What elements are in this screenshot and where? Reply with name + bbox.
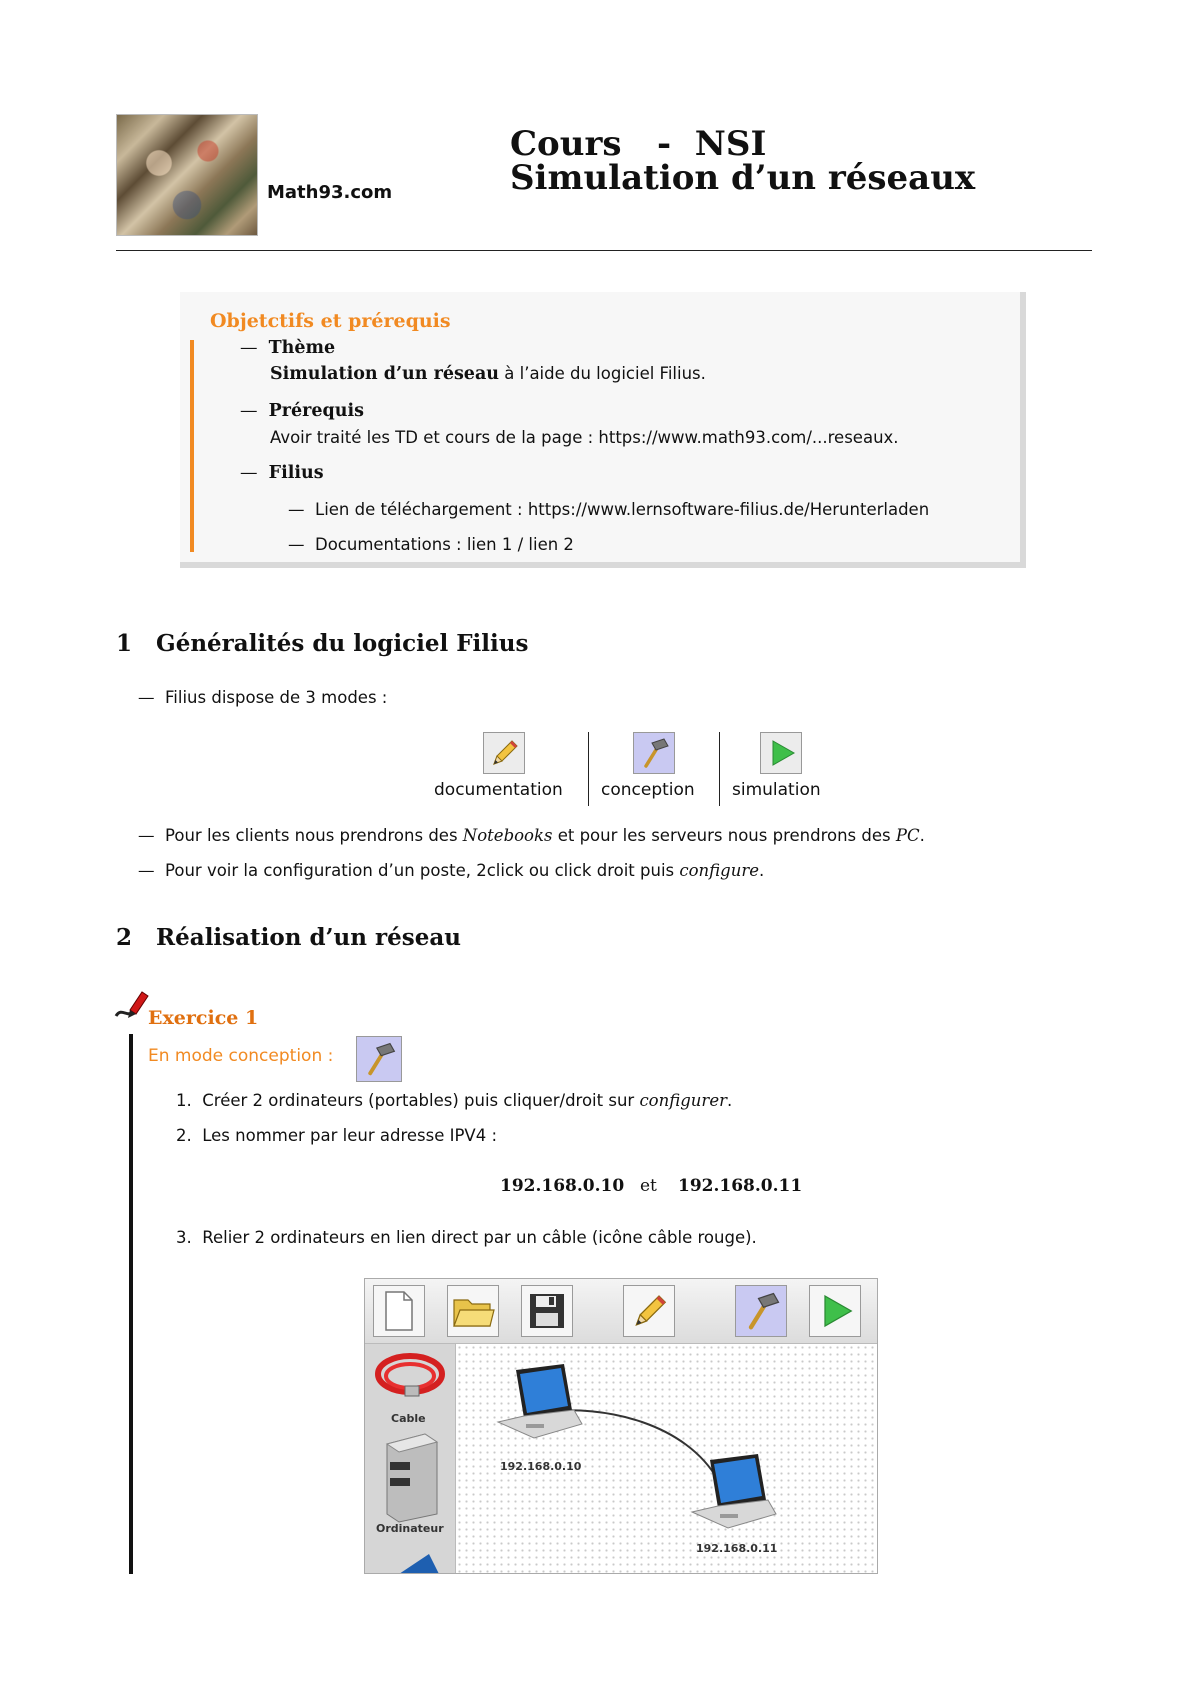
save-icon[interactable] <box>521 1285 573 1337</box>
filius-label: Filius <box>268 463 324 483</box>
section-2-heading: 2 Réalisation d’un réseau <box>116 924 461 951</box>
computer-icon[interactable] <box>375 1430 445 1524</box>
component-palette <box>365 1344 456 1573</box>
laptop-icon[interactable] <box>494 1364 586 1440</box>
ip-address-2: 192.168.0.11 <box>678 1176 803 1196</box>
prereq-label: Prérequis <box>268 401 364 421</box>
pencil-icon[interactable] <box>623 1285 675 1337</box>
cable-icon[interactable] <box>371 1348 449 1408</box>
play-icon <box>760 732 802 774</box>
objectives-accent-bar <box>190 340 194 552</box>
open-folder-icon[interactable] <box>447 1285 499 1337</box>
laptop-icon[interactable] <box>399 1544 439 1574</box>
palette-computer-label: Ordinateur <box>376 1522 444 1535</box>
objectives-title: Objetctifs et prérequis <box>210 310 451 332</box>
ip-separator: et <box>640 1176 657 1196</box>
page-title: Cours - NSI <box>510 124 767 164</box>
page-subtitle: Simulation d’un réseaux <box>510 158 976 198</box>
documentation-links-item[interactable]: — Documentations : lien 1 / lien 2 <box>288 535 574 554</box>
palette-cable-label: Cable <box>391 1412 426 1425</box>
play-icon[interactable] <box>809 1285 861 1337</box>
filius-screenshot <box>364 1278 878 1574</box>
hammer-icon[interactable] <box>735 1285 787 1337</box>
exercise-mode-text: En mode conception : <box>148 1046 334 1066</box>
exercise-bar <box>129 1034 133 1574</box>
header-rule <box>116 250 1092 251</box>
mode-divider <box>588 732 589 806</box>
hammer-icon <box>633 732 675 774</box>
node-label-1: 192.168.0.10 <box>500 1460 582 1473</box>
configuration-note: — Pour voir la configuration d’un poste, 2click ou click droit puis configure. <box>138 861 765 880</box>
hammer-icon <box>356 1036 402 1082</box>
theme-item: — Thème <box>240 338 336 358</box>
logo-image <box>116 114 258 236</box>
network-canvas[interactable] <box>456 1344 877 1573</box>
laptop-icon[interactable] <box>688 1454 780 1530</box>
exercise-step-1: 1. Créer 2 ordinateurs (portables) puis cliquer/droit sur configurer. <box>176 1091 733 1110</box>
mode-label-documentation: documentation <box>434 780 563 800</box>
clients-servers-note: — Pour les clients nous prendrons des Notebooks et pour les serveurs nous prendrons des PC. <box>138 826 925 845</box>
pencil-icon <box>483 732 525 774</box>
exercise-title: Exercice 1 <box>148 1007 259 1029</box>
theme-label: Thème <box>268 338 336 358</box>
prereq-text: Avoir traité les TD et cours de la page : https://www.math93.com/...reseaux. <box>270 428 899 447</box>
exercise-pen-icon <box>112 986 152 1022</box>
node-label-2: 192.168.0.11 <box>696 1542 778 1555</box>
mode-divider <box>719 732 720 806</box>
new-file-icon[interactable] <box>373 1285 425 1337</box>
download-link-item[interactable]: — Lien de téléchargement : https://www.lernsoftware-filius.de/Herunterladen <box>288 500 930 519</box>
mode-label-simulation: simulation <box>732 780 821 800</box>
filius-toolbar <box>365 1279 877 1344</box>
filius-item: — Filius <box>240 463 324 483</box>
exercise-step-3: 3. Relier 2 ordinateurs en lien direct par un câble (icône câble rouge). <box>176 1228 757 1247</box>
site-name: Math93.com <box>267 182 393 203</box>
section-1-heading: 1 Généralités du logiciel Filius <box>116 630 529 657</box>
prereq-item: — Prérequis <box>240 401 364 421</box>
theme-text: Simulation d’un réseau à l’aide du logiciel Filius. <box>270 364 706 384</box>
exercise-step-2: 2. Les nommer par leur adresse IPV4 : <box>176 1126 498 1145</box>
modes-intro: — Filius dispose de 3 modes : <box>138 688 388 707</box>
mode-label-conception: conception <box>601 780 695 800</box>
ip-address-1: 192.168.0.10 <box>500 1176 625 1196</box>
